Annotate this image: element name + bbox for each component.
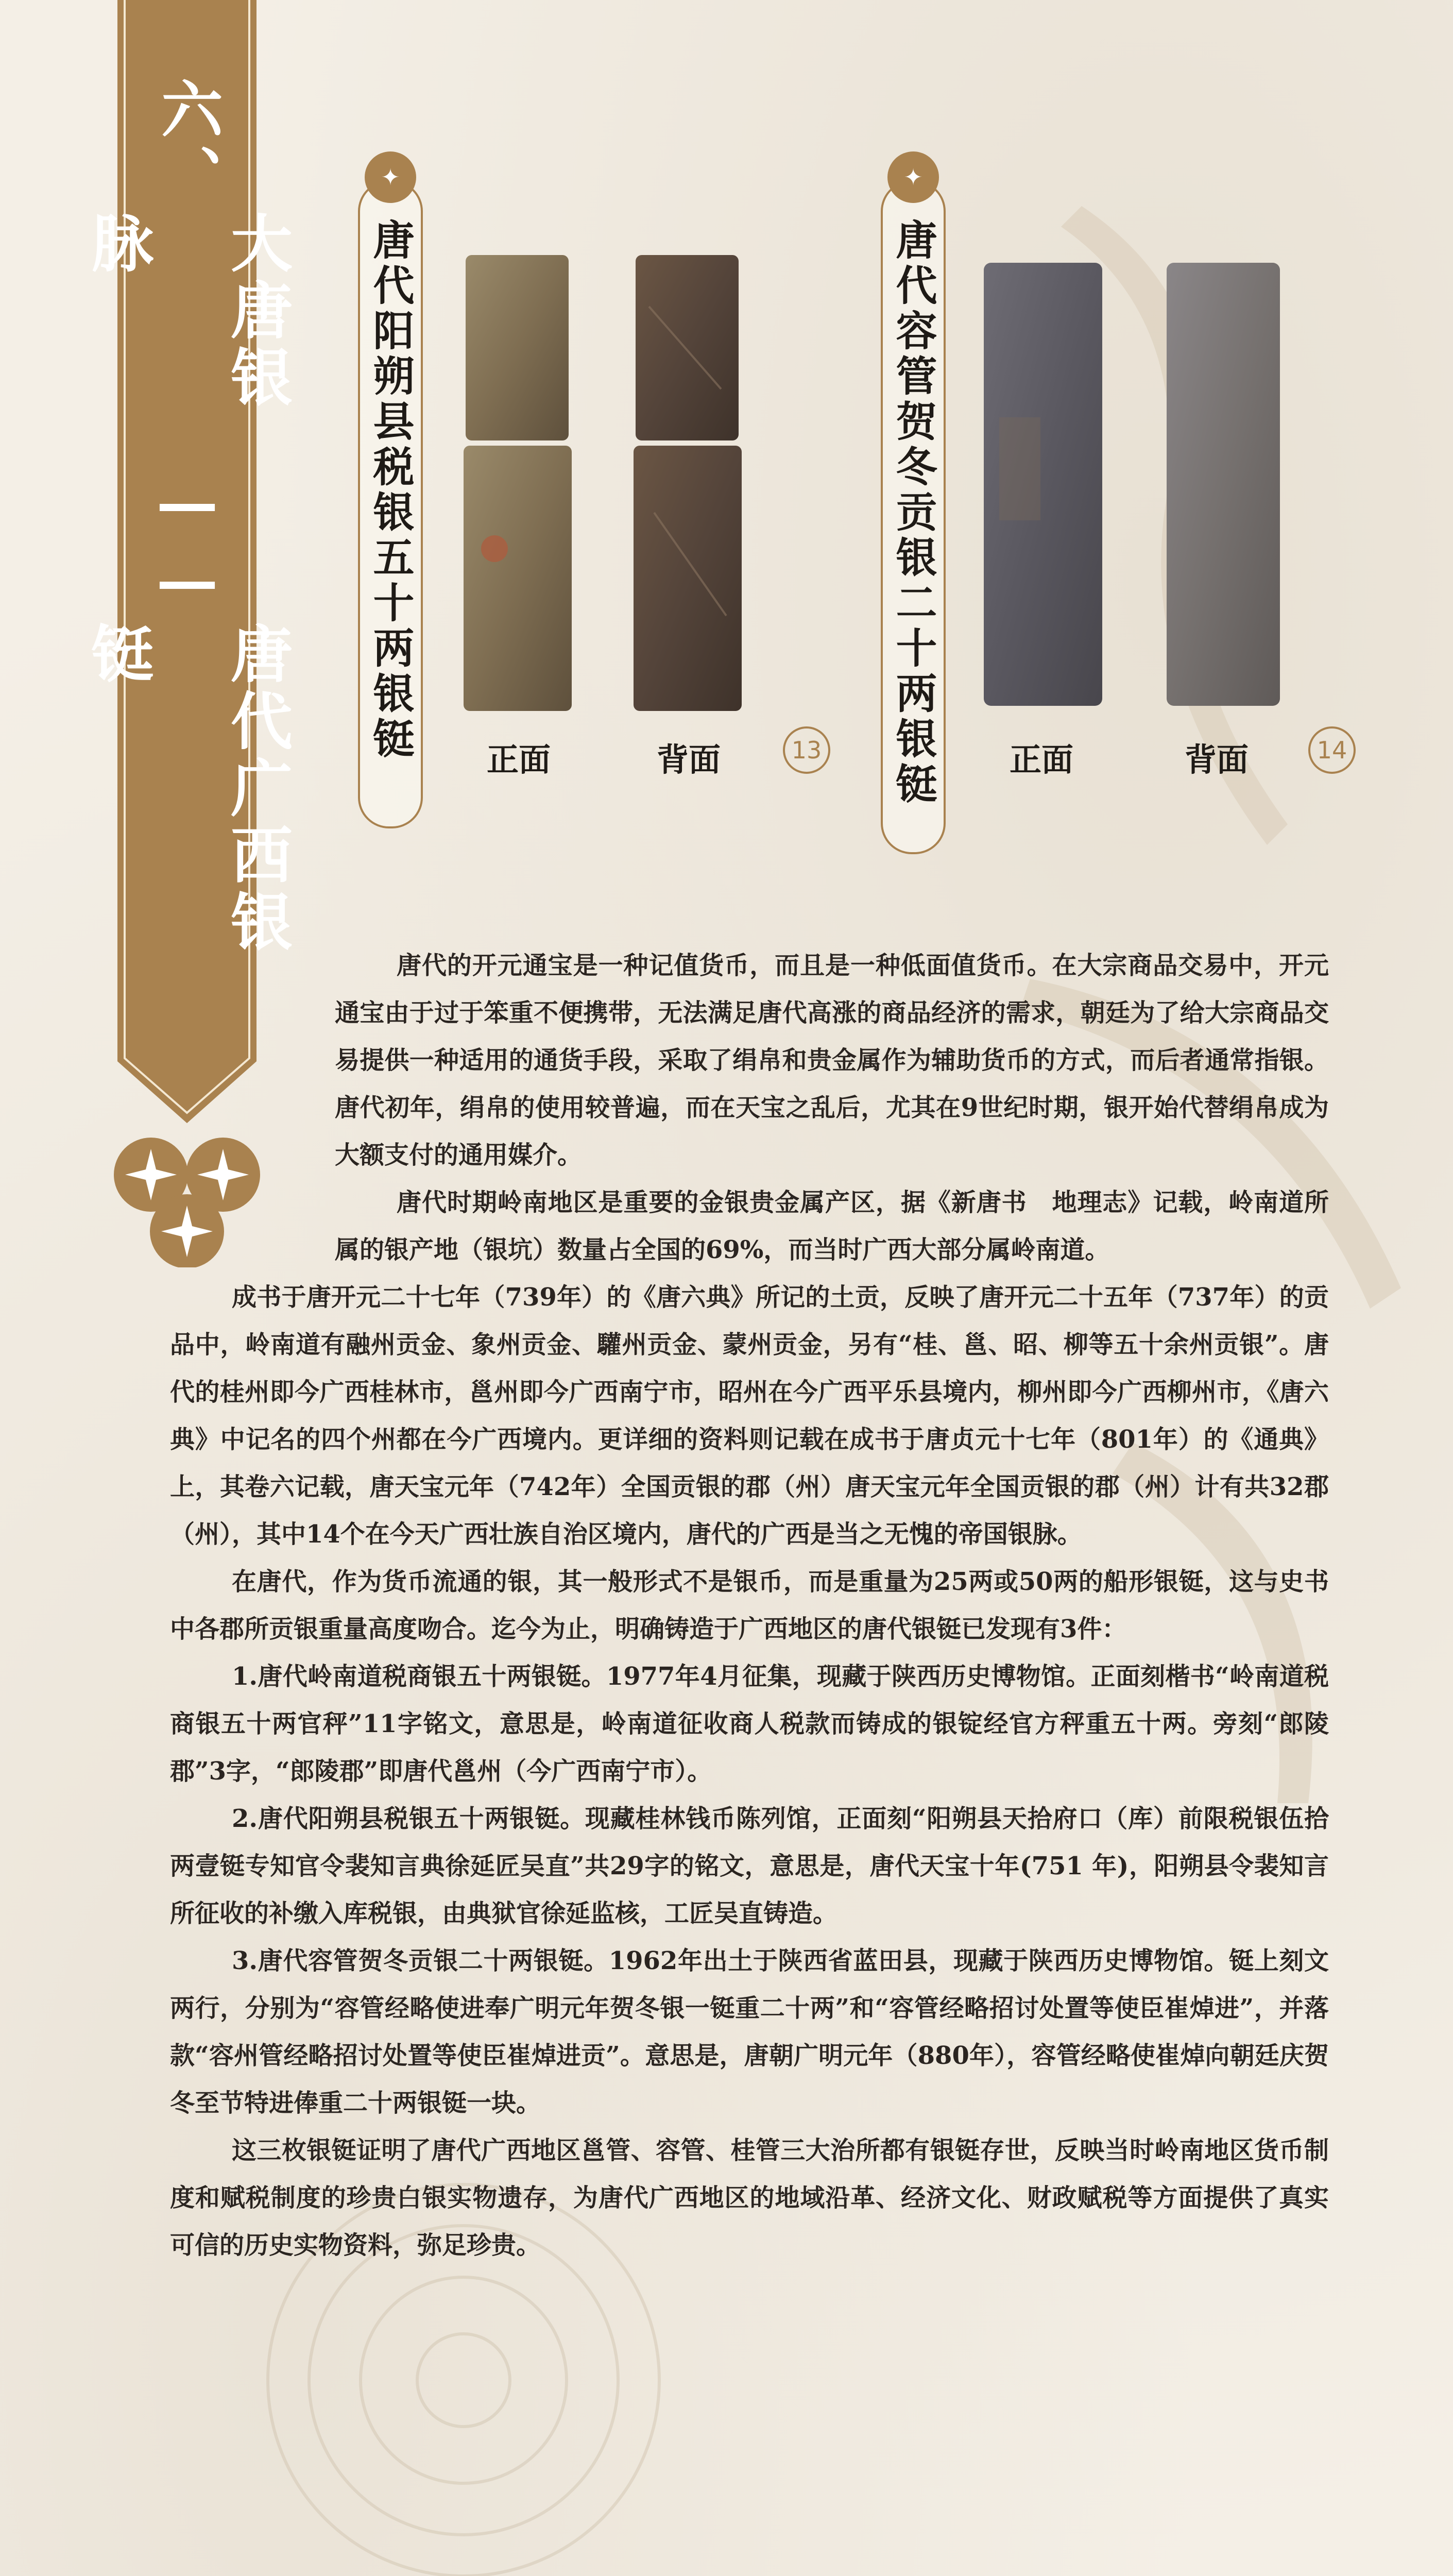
article-paragraph-6: 2.唐代阳朔县税银五十两银铤。现藏桂林钱币陈列馆，正面刻“阳朔县天拾府口（库）前限税银伍拾两壹铤专知官令裴知言典徐延匠吴直”共29字的铭文，意思是，唐代天宝十年(751 年)，阳朔县令裴知言所征收的补缴入库税银，由典狱官徐延监核，工匠吴直铸造。 [170, 1804, 1329, 1928]
article-paragraph-3: 成书于唐开元二十七年（739年）的《唐六典》所记的土贡，反映了唐开元二十五年（737年）的贡品中，岭南道有融州贡金、象州贡金、驩州贡金、蒙州贡金，另有“桂、邕、昭、柳等五十余州贡银”。唐代的桂州即今广西桂林市，邕州即今广西南宁市，昭州在今广西平乐县境内，柳州即今广西柳州市，《唐六典》中记名的四个州都在今广西境内。更详细的资料则记载在成书于唐贞元十七年（801年）的《通典》上，其卷六记载，唐天宝元年（742年）全国贡银的郡（州）唐天宝元年全国贡银的郡（州）计有共32郡（州），其中14个在今天广西壮族自治区境内，唐代的广西是当之无愧的帝国银脉。 [170, 1283, 1329, 1549]
exhibit-number-13: 13 [783, 726, 830, 774]
banner-title-line-4: 唐代广西银铤 [81, 622, 293, 957]
sparkle-icon: ✦ [365, 151, 416, 203]
caption-pill-13 [358, 164, 423, 828]
ingot-13-back-image [634, 255, 742, 711]
article-body [170, 942, 1329, 2269]
ingot-14-front-image [984, 263, 1102, 706]
article-paragraph-8: 这三枚银铤证明了唐代广西地区邕管、容管、桂管三大治所都有银铤存世，反映当时岭南地区货币制度和赋税制度的珍贵白银实物遗存，为唐代广西地区的地域沿革、经济文化、财政赋税等方面提供了真实可信的历史实物资料，弥足珍贵。 [170, 2136, 1329, 2260]
banner-title-line-3: —— [151, 466, 224, 622]
article-paragraph-5: 1.唐代岭南道税商银五十两银铤。1977年4月征集，现藏于陕西历史博物馆。正面刻楷书“岭南道税商银五十两官秤”11字铭文，意思是，岭南道征收商人税款而铸成的银锭经官方秤重五十两。旁刻“郎陵郡”3字，“郎陵郡”即唐代邕州（今广西南宁市）。 [170, 1662, 1329, 1786]
ingot-13-front-label: 正面 [487, 741, 551, 778]
ingot-14-front-label: 正面 [1010, 741, 1074, 778]
article-paragraph-2: 唐代时期岭南地区是重要的金银贵金属产区，据《新唐书 地理志》记载，岭南道所属的银产地（银坑）数量占全国的69%，而当时广西大部分属岭南道。 [335, 1188, 1329, 1264]
caption-text-14: 唐代容管贺冬贡银二十两银铤 [889, 218, 937, 808]
caption-text-13: 唐代阳朔县税银五十两银铤 [366, 218, 415, 762]
caption-pill-14 [881, 164, 946, 854]
banner-title-line-1: 六、 [151, 77, 224, 211]
article-paragraph-1: 唐代的开元通宝是一种记值货币，而且是一种低面值货币。在大宗商品交易中，开元通宝由于过于笨重不便携带，无法满足唐代高涨的商品经济的需求，朝廷为了给大宗商品交易提供一种适用的通货手段，采取了绢帛和贵金属作为辅助货币的方式，而后者通常指银。唐代初年，绢帛的使用较普遍，而在天宝之乱后，尤其在9世纪时期，银开始代替绢帛成为大额支付的通用媒介。 [335, 951, 1329, 1170]
sparkle-icon: ✦ [887, 151, 939, 203]
ingot-14-back-label: 背面 [1185, 741, 1249, 778]
ingot-14-back-image [1167, 263, 1280, 706]
ingot-13-back-label: 背面 [657, 741, 721, 778]
ingot-13-front-image [464, 255, 572, 711]
banner-title [81, 77, 293, 1005]
exhibit-number-14: 14 [1308, 726, 1356, 774]
article-paragraph-4: 在唐代，作为货币流通的银，其一般形式不是银币，而是重量为25两或50两的船形银铤，这与史书中各郡所贡银重量高度吻合。迄今为止，明确铸造于广西地区的唐代银铤已发现有3件： [170, 1567, 1329, 1643]
banner-title-line-2: 大唐银脉 [81, 211, 293, 412]
article-paragraph-7: 3.唐代容管贺冬贡银二十两银铤。1962年出土于陕西省蓝田县，现藏于陕西历史博物馆。铤上刻文两行，分别为“容管经略使进奉广明元年贺冬银一铤重二十两”和“容管经略招讨处置等使臣崔焯进”，并落款“容州管经略招讨处置等使臣崔焯进贡”。意思是，唐朝广明元年（880年），容管经略使崔焯向朝廷庆贺冬至节特进俸重二十两银铤一块。 [170, 1946, 1329, 2117]
